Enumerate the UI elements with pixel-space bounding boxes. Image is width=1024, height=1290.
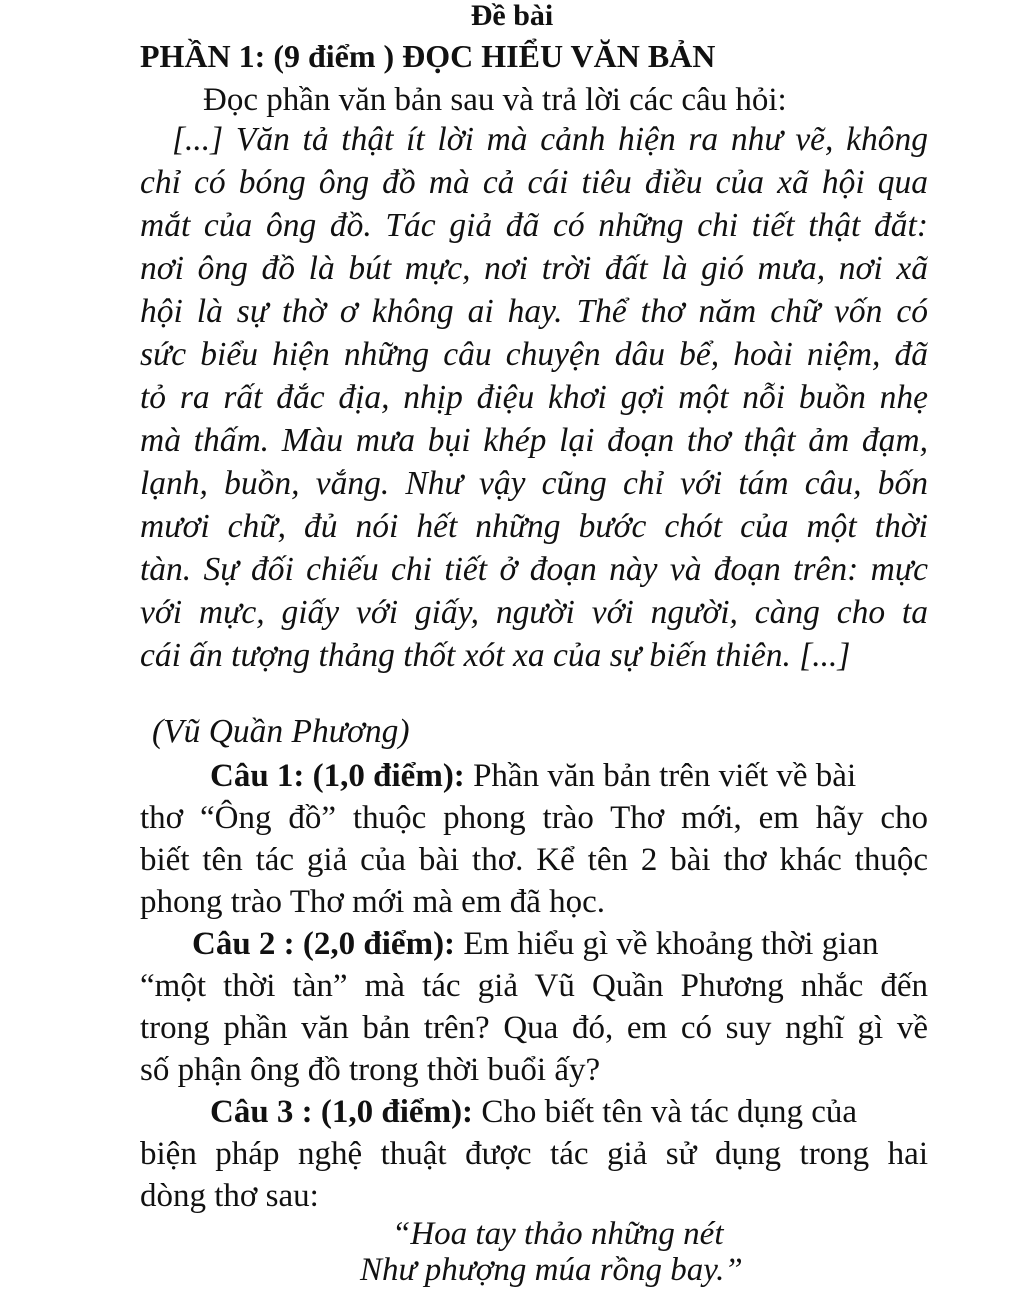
question-2-line: trong phần văn bản trên? Qua đó, em có suy nghĩ gì về <box>140 1010 928 1046</box>
question-2-line1 <box>192 924 879 964</box>
part1-heading: PHẦN 1: (9 điểm ) ĐỌC HIỂU VĂN BẢN <box>140 38 716 74</box>
passage-line: sức biểu hiện những câu chuyện dâu bể, hoài niệm, đã <box>140 336 928 373</box>
passage-line: cái ấn tượng thảng thốt xót xa của sự biến thiên. [...] <box>140 637 851 674</box>
question-3-line1 <box>210 1092 857 1132</box>
question-1-text: Phần văn bản trên viết về bài <box>464 758 857 794</box>
question-3-line: biện pháp nghệ thuật được tác giả sử dụng trong hai <box>140 1136 928 1172</box>
passage-line: tỏ ra rất đắc địa, nhịp điệu khơi gợi một nỗi buồn nhẹ <box>140 379 928 416</box>
passage-line: mà thấm. Màu mưa bụi khép lại đoạn thơ thật ảm đạm, <box>140 422 928 459</box>
passage-line: [...] Văn tả thật ít lời mà cảnh hiện ra như vẽ, không <box>172 121 928 158</box>
passage-line: nơi ông đồ là bút mực, nơi trời đất là gió mưa, nơi xã <box>140 250 928 287</box>
question-1-line: thơ “Ông đồ” thuộc phong trào Thơ mới, em hãy cho <box>140 800 928 836</box>
poem-line-2: Như phượng múa rồng bay.” <box>360 1252 743 1288</box>
passage-line: hội là sự thờ ơ không ai hay. Thể thơ năm chữ vốn có <box>140 293 928 330</box>
question-2-text: Em hiểu gì về khoảng thời gian <box>455 926 879 962</box>
passage-line: lạnh, buồn, vắng. Như vậy cũng chỉ với tám câu, bốn <box>140 465 928 502</box>
passage-source: (Vũ Quần Phương) <box>152 713 410 750</box>
question-3-line: dòng thơ sau: <box>140 1178 319 1214</box>
question-1-label: Câu 1: (1,0 điểm): <box>210 758 465 794</box>
question-2-label: Câu 2 : (2,0 điểm): <box>192 926 456 962</box>
question-2-line: số phận ông đồ trong thời buổi ấy? <box>140 1052 601 1088</box>
question-1-line1 <box>210 756 856 796</box>
question-1-line: phong trào Thơ mới mà em đã học. <box>140 884 606 920</box>
passage-line: mươi chữ, đủ nói hết những bước chót của một thời <box>140 508 928 545</box>
poem-line-1: “Hoa tay thảo những nét <box>392 1216 724 1252</box>
question-1-line: biết tên tác giả của bài thơ. Kể tên 2 bài thơ khác thuộc <box>140 842 928 878</box>
document-title: Đề bài <box>470 0 554 32</box>
reading-instruction: Đọc phần văn bản sau và trả lời các câu hỏi: <box>203 82 787 118</box>
passage-line: với mực, giấy với giấy, người với người, càng cho ta <box>140 594 928 631</box>
passage-line: mắt của ông đồ. Tác giả đã có những chi tiết thật đắt: <box>140 207 928 244</box>
question-3-label: Câu 3 : (1,0 điểm): <box>210 1094 474 1130</box>
passage-line: tàn. Sự đối chiếu chi tiết ở đoạn này và đoạn trên: mực <box>140 551 928 588</box>
question-2-line: “một thời tàn” mà tác giả Vũ Quần Phương nhắc đến <box>140 968 928 1004</box>
question-3-text: Cho biết tên và tác dụng của <box>473 1094 858 1130</box>
passage-line: chỉ có bóng ông đồ mà cả cái tiêu điều của xã hội qua <box>140 164 928 201</box>
